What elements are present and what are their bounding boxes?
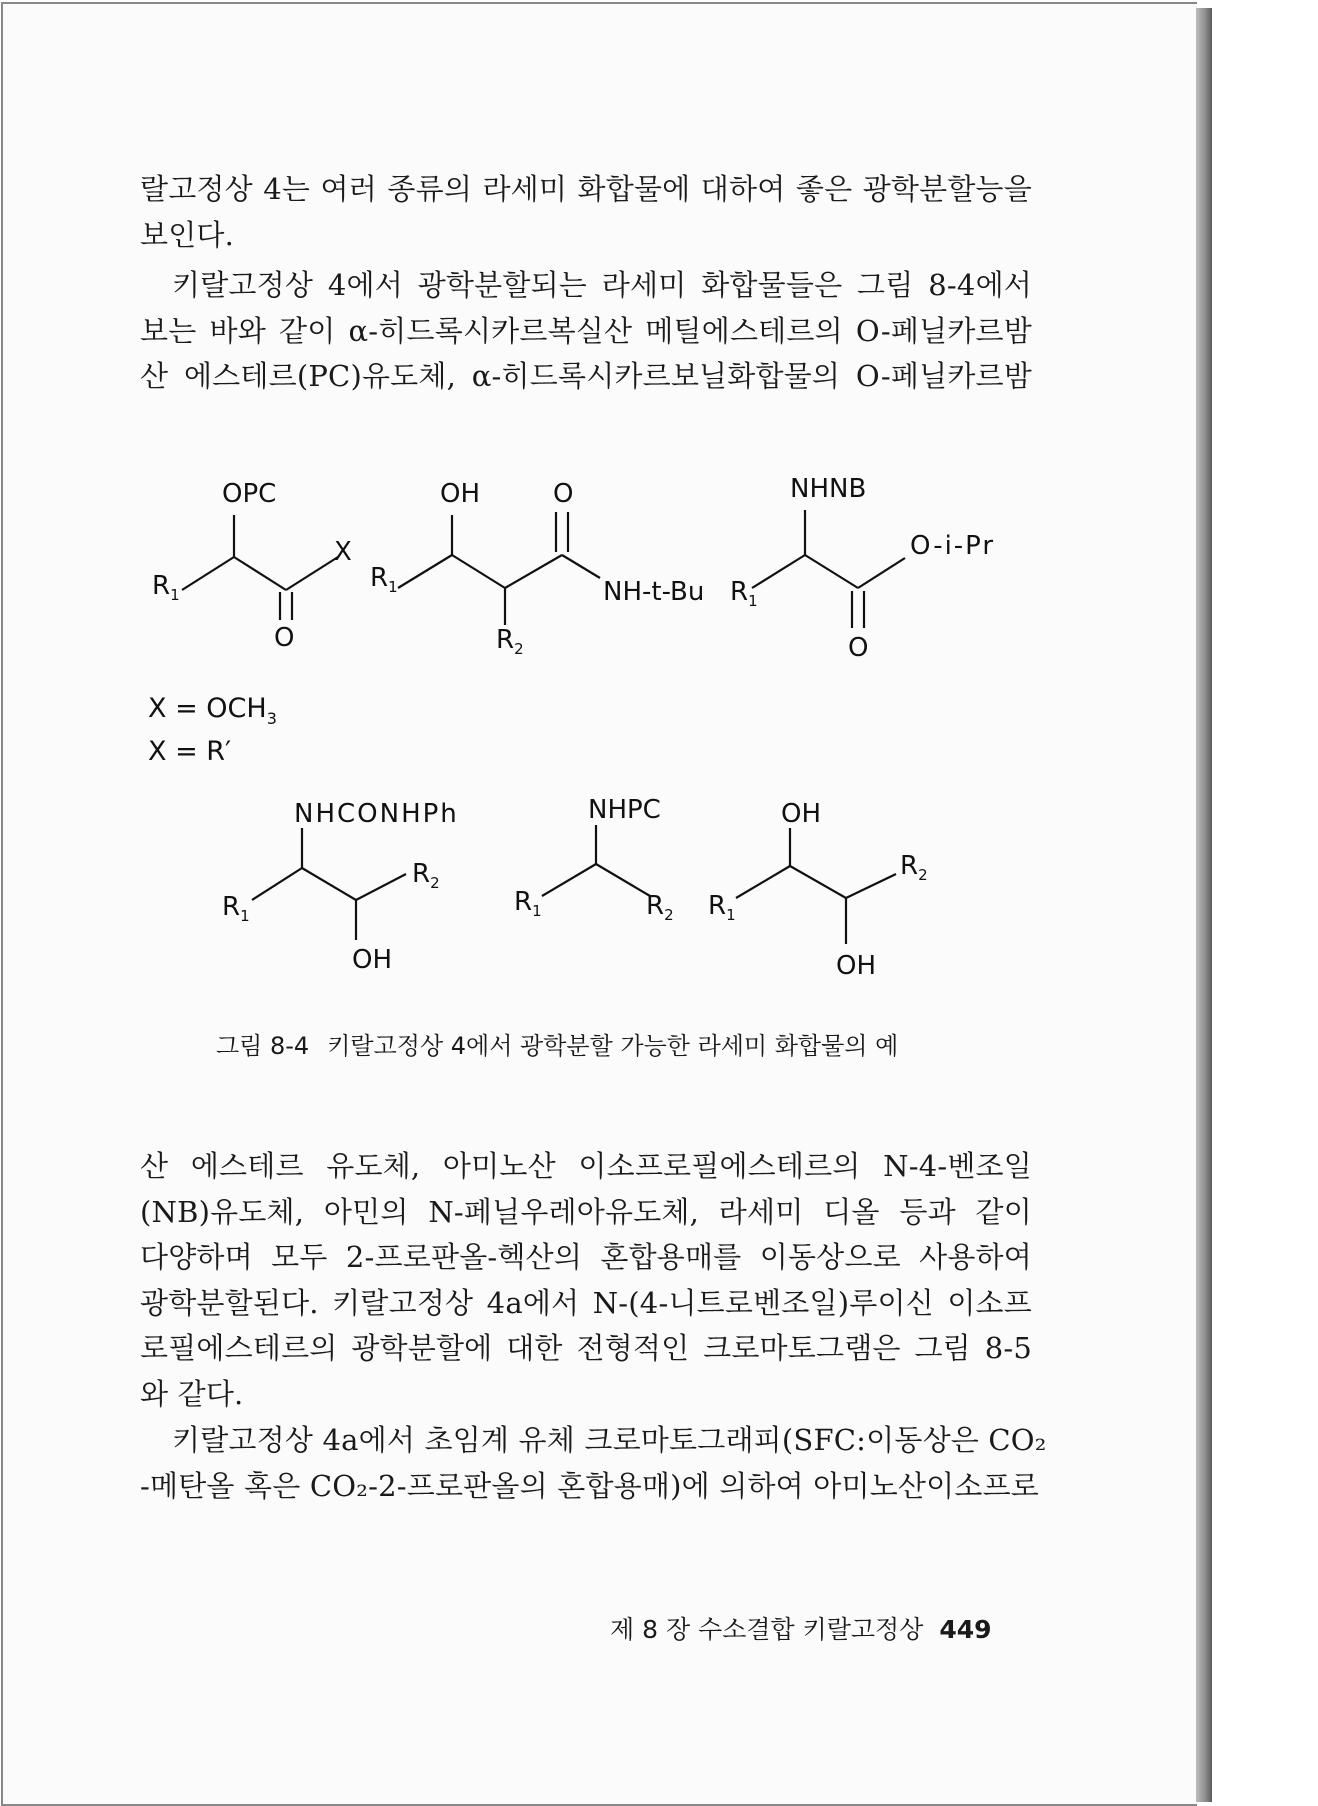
text-line: 키랄고정상 4에서 광학분할되는 라세미 화합물들은 그림 8-4에서 — [172, 268, 1032, 302]
paragraph-1 — [140, 167, 1032, 258]
page-number: 449 — [939, 1615, 992, 1644]
structure-3-nhnb-label: NHNB — [790, 474, 867, 504]
structure-3-oxygen-label: O — [848, 633, 869, 663]
paragraph-2 — [140, 263, 1032, 400]
structure-3-bonds — [752, 510, 905, 628]
r-subscript: 2 — [514, 640, 524, 658]
structure-3-r1-label — [730, 577, 758, 610]
structure-5-r2-label — [646, 891, 674, 924]
r-label: R — [152, 571, 171, 601]
structure-4-nhconhph-label: NHCONHPh — [294, 799, 459, 829]
structure-3-ester-label: O-i-Pr — [910, 531, 996, 561]
text-line: 보는 바와 같이 α-히드록시카르복실산 메틸에스테르의 O-페닐카르밤 — [140, 313, 1032, 348]
r-subscript: 2 — [430, 874, 440, 892]
r-subscript: 2 — [664, 906, 674, 924]
r-label: R — [708, 891, 727, 921]
r-subscript: 2 — [918, 866, 928, 884]
structure-4-r2-label — [412, 859, 440, 892]
structure-2-amide-label: NH-t-Bu — [603, 577, 705, 607]
figure-8-4-structures — [0, 440, 1100, 1020]
chapter-title: 제 8 장 수소결합 키랄고정상 — [610, 1615, 924, 1644]
r-label: R — [730, 577, 749, 607]
text-line: 다양하며 모두 2-프로판올-헥산의 혼합용매를 이동상으로 사용하여 — [140, 1240, 1032, 1274]
structure-2-r2-label — [496, 625, 524, 658]
background-margin — [1212, 0, 1318, 1806]
text-line: 산 에스테르 유도체, 아미노산 이소프로필에스테르의 N-4-벤조일 — [140, 1149, 1032, 1183]
structure-4-oh-label: OH — [352, 945, 393, 975]
text-line: 보인다. — [140, 217, 235, 252]
structure-6-oh-bottom-label: OH — [836, 951, 877, 981]
structure-1-oxygen-label: O — [274, 623, 295, 653]
text-line: -메탄올 혹은 CO₂-2-프로판올의 혼합용매)에 의하여 아미노산이소프로 — [140, 1468, 1040, 1503]
structure-4-r1-label — [222, 892, 250, 925]
r-label: R — [514, 887, 533, 917]
text-line: 광학분할된다. 키랄고정상 4a에서 N-(4-니트로벤조일)루이신 이소프 — [140, 1285, 1032, 1320]
r-label: R — [222, 892, 241, 922]
structure-1-x-label: X — [334, 537, 352, 567]
x-def-subscript: 3 — [266, 709, 277, 728]
structure-5-nhpc-label: NHPC — [588, 795, 661, 825]
r-subscript: 1 — [726, 906, 736, 924]
figure-number: 그림 8-4 — [216, 1032, 310, 1060]
structure-5-r1-label — [514, 887, 542, 920]
structure-5-bonds — [542, 825, 650, 896]
structure-6-r2-label — [900, 851, 928, 884]
text-line: 와 같다. — [140, 1376, 244, 1411]
structure-2-oxygen-label: O — [553, 479, 574, 509]
structure-6-bonds — [736, 828, 896, 944]
page-footer — [610, 1610, 992, 1646]
r-subscript: 1 — [748, 592, 758, 610]
figure-caption — [216, 1026, 898, 1061]
r-label: R — [900, 851, 919, 881]
x-def-text: X = OCH — [148, 693, 267, 724]
x-definition-1 — [148, 693, 277, 728]
text-line: 로필에스테르의 광학분할에 대한 전형적인 크로마토그램은 그림 8-5 — [140, 1331, 1032, 1365]
structure-6-oh-top-label: OH — [781, 799, 822, 829]
structure-1-bonds — [182, 515, 338, 620]
r-subscript: 1 — [170, 586, 180, 604]
structure-2-oh-label: OH — [440, 479, 481, 509]
r-label: R — [412, 859, 431, 889]
structure-2-bonds — [398, 512, 600, 625]
r-subscript: 1 — [240, 907, 250, 925]
text-line: 산 에스테르(PC)유도체, α-히드록시카르보닐화합물의 O-페닐카르밤 — [140, 359, 1032, 393]
text-line: (NB)유도체, 아민의 N-페닐우레아유도체, 라세미 디올 등과 같이 — [140, 1194, 1032, 1229]
x-definition-2: X = R′ — [148, 736, 232, 767]
r-label: R — [646, 891, 665, 921]
structure-1-opc-label: OPC — [222, 479, 277, 509]
r-subscript: 1 — [388, 578, 398, 596]
text-line: 키랄고정상 4a에서 초임계 유체 크로마토그래피(SFC:이동상은 CO₂ — [172, 1423, 1047, 1457]
paragraph-4 — [140, 1418, 1047, 1509]
structure-4-bonds — [252, 828, 406, 940]
text-line: 랄고정상 4는 여러 종류의 라세미 화합물에 대하여 좋은 광학분할능을 — [140, 172, 1032, 206]
structure-2-r1-label — [370, 563, 398, 596]
page-edge-shadow — [1196, 8, 1212, 1802]
r-label: R — [370, 563, 389, 593]
r-label: R — [496, 625, 515, 655]
paragraph-3 — [140, 1144, 1032, 1417]
structure-6-r1-label — [708, 891, 736, 924]
structure-1-r1-label — [152, 571, 180, 604]
figure-caption-text: 키랄고정상 4에서 광학분할 가능한 라세미 화합물의 예 — [327, 1032, 899, 1060]
r-subscript: 1 — [532, 902, 542, 920]
